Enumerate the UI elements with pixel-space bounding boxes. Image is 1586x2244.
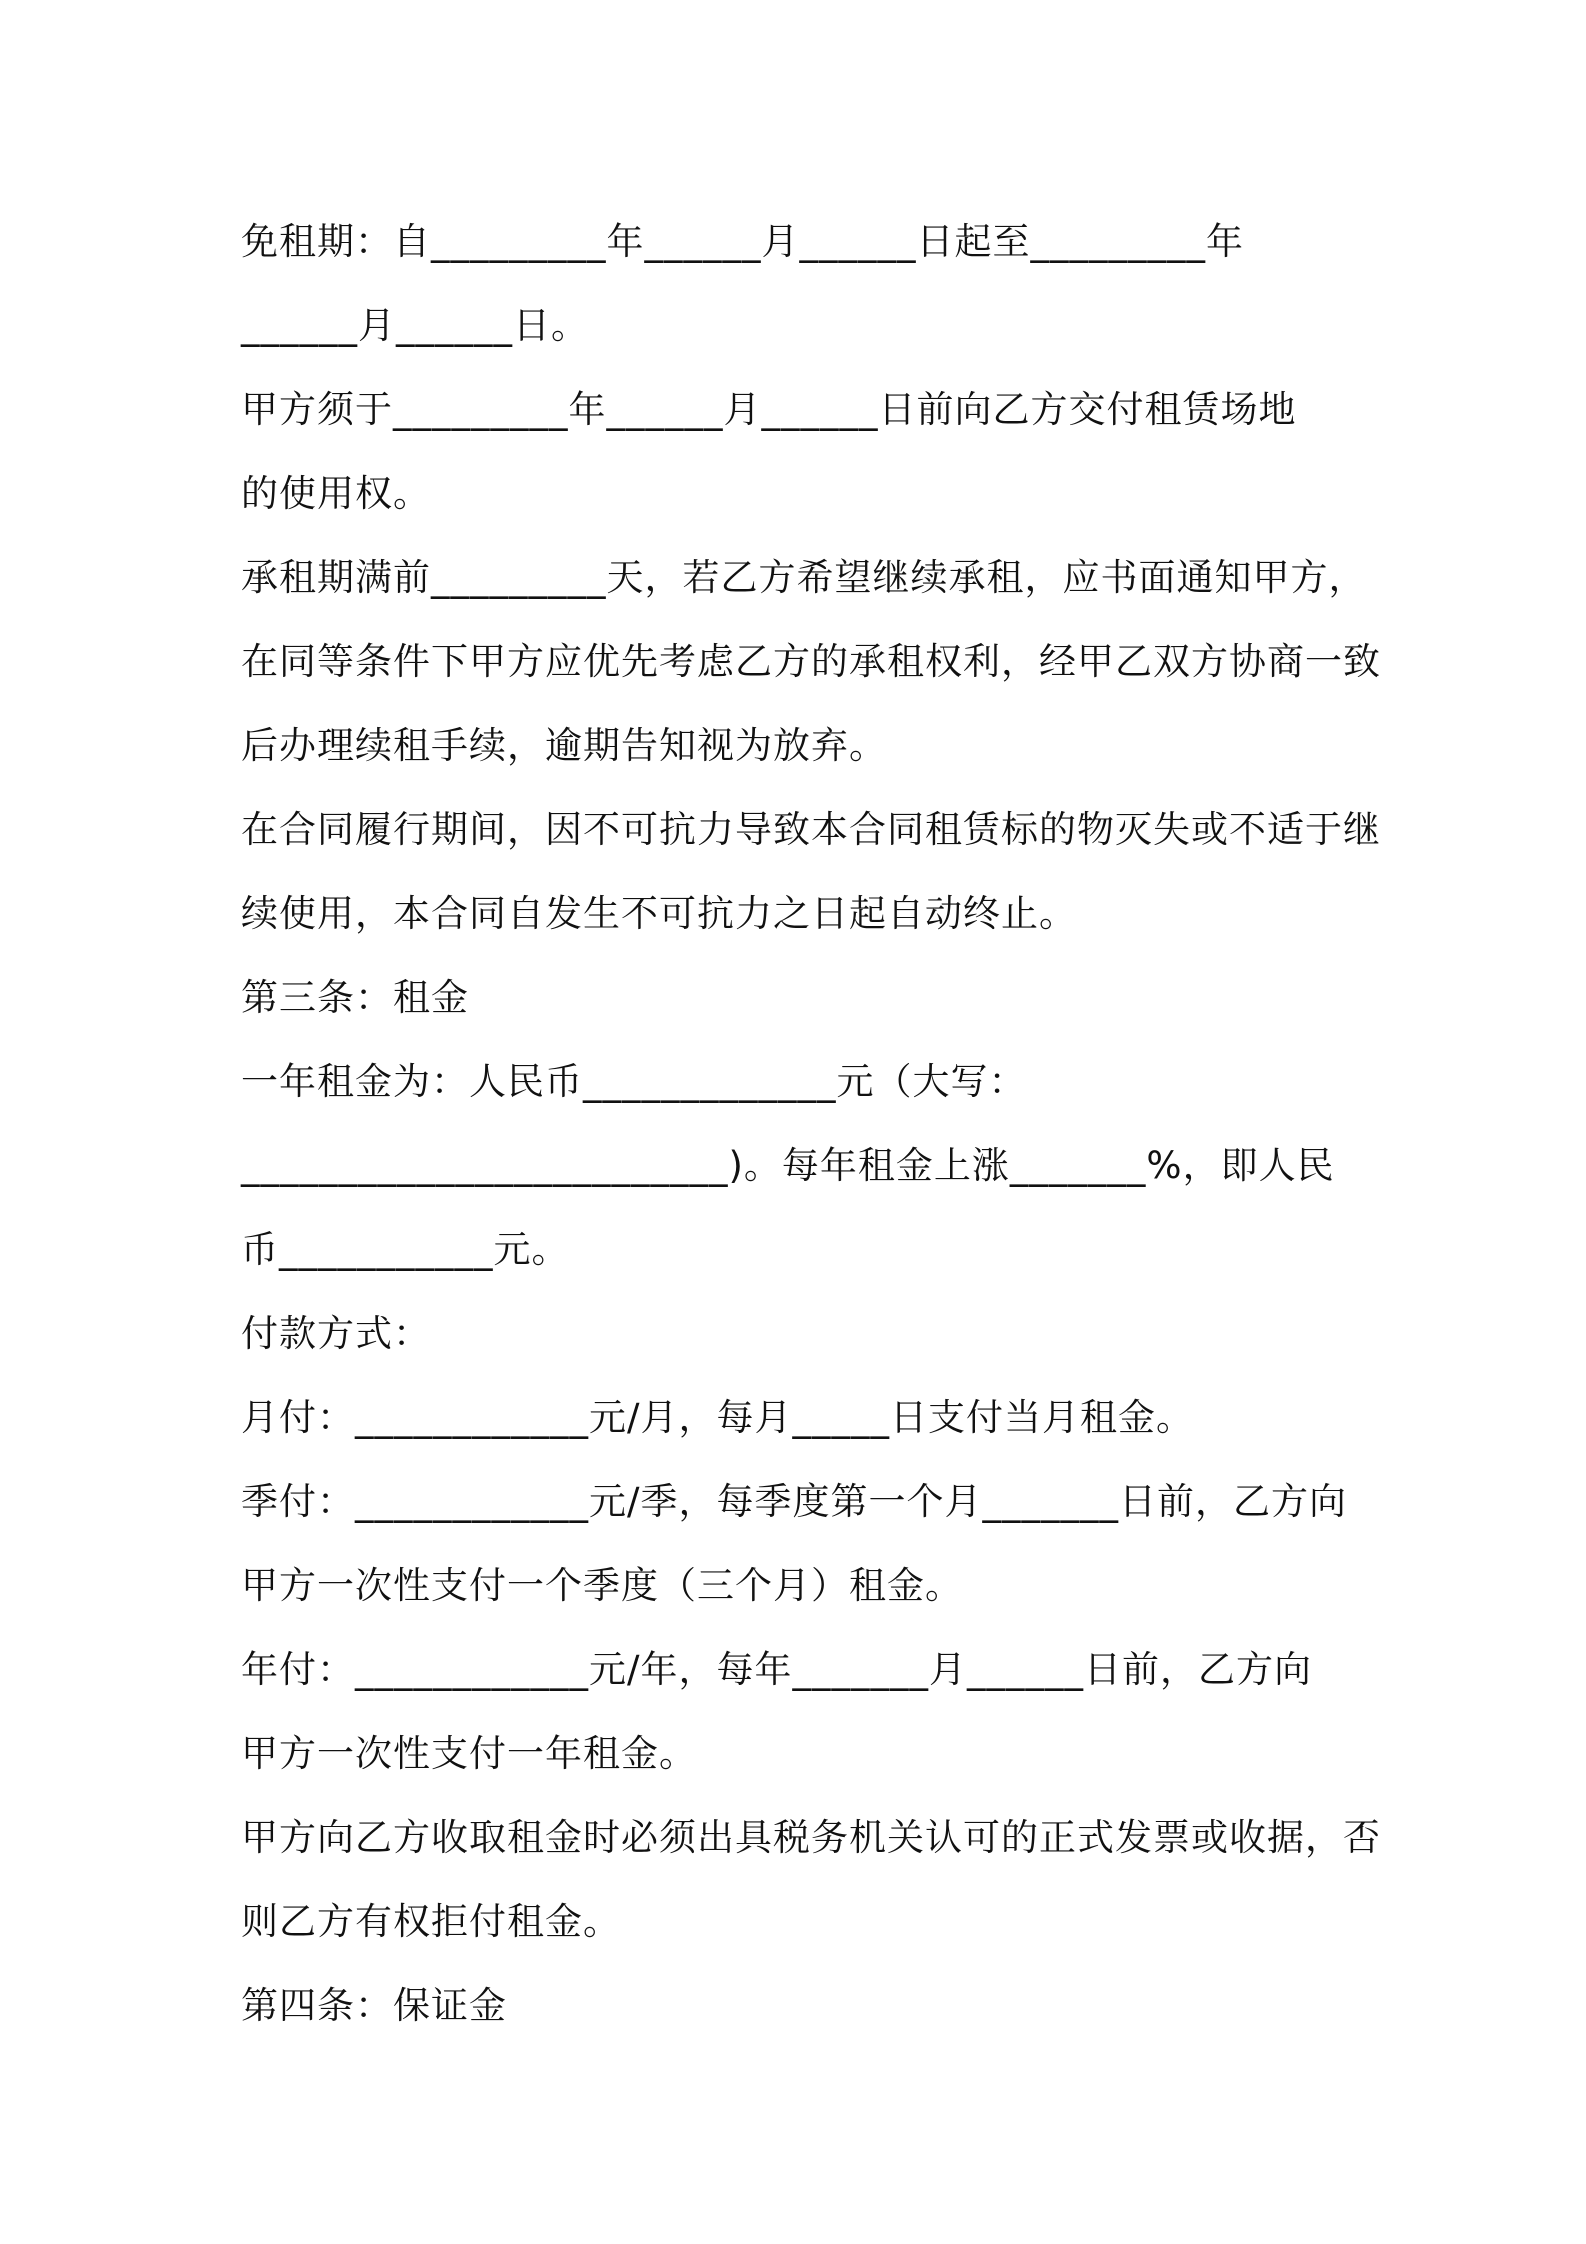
annual-rent-uppercase-line: _________________________)。每年租金上涨_______%，即人民 xyxy=(241,1144,1335,1187)
monthly-payment-line: 月付：____________元/月，每月_____日支付当月租金。 xyxy=(241,1396,1194,1439)
contract-text xyxy=(241,200,1381,2048)
delivery-date-cont-line: 的使用权。 xyxy=(241,472,431,515)
renewal-procedure-line: 后办理续租手续，逾期告知视为放弃。 xyxy=(241,724,887,767)
renewal-priority-line: 在同等条件下甲方应优先考虑乙方的承租权利，经甲乙双方协商一致 xyxy=(241,640,1381,683)
invoice-requirement-line: 甲方向乙方收取租金时必须出具税务机关认可的正式发票或收据，否 xyxy=(241,1816,1381,1859)
force-majeure-cont-line: 续使用，本合同自发生不可抗力之日起自动终止。 xyxy=(241,892,1077,935)
article-three-heading: 第三条：租金 xyxy=(241,976,469,1019)
quarterly-payment-line: 季付：____________元/季，每季度第一个月_______日前，乙方向 xyxy=(241,1480,1347,1523)
annual-rent-increase-line: 币___________元。 xyxy=(241,1228,570,1271)
annual-rent-line: 一年租金为：人民币_____________元（大写： xyxy=(241,1060,1027,1103)
delivery-date-line: 甲方须于_________年______月______日前向乙方交付租赁场地 xyxy=(241,388,1297,431)
annual-payment-cont-line: 甲方一次性支付一年租金。 xyxy=(241,1732,697,1775)
quarterly-payment-cont-line: 甲方一次性支付一个季度（三个月）租金。 xyxy=(241,1564,963,1607)
invoice-requirement-cont-line: 则乙方有权拒付租金。 xyxy=(241,1900,621,1943)
force-majeure-line: 在合同履行期间，因不可抗力导致本合同租赁标的物灭失或不适于继 xyxy=(241,808,1381,851)
article-four-heading: 第四条：保证金 xyxy=(241,1984,507,2027)
payment-method-heading: 付款方式： xyxy=(241,1312,431,1355)
renewal-notice-line: 承租期满前_________天，若乙方希望继续承租，应书面通知甲方， xyxy=(241,556,1367,599)
annual-payment-line: 年付：____________元/年，每年_______月______日前，乙方向 xyxy=(241,1648,1312,1691)
rent-free-period-end-line: ______月______日。 xyxy=(241,304,589,347)
rent-free-period-line: 免租期：自_________年______月______日起至_________年 xyxy=(241,220,1244,263)
